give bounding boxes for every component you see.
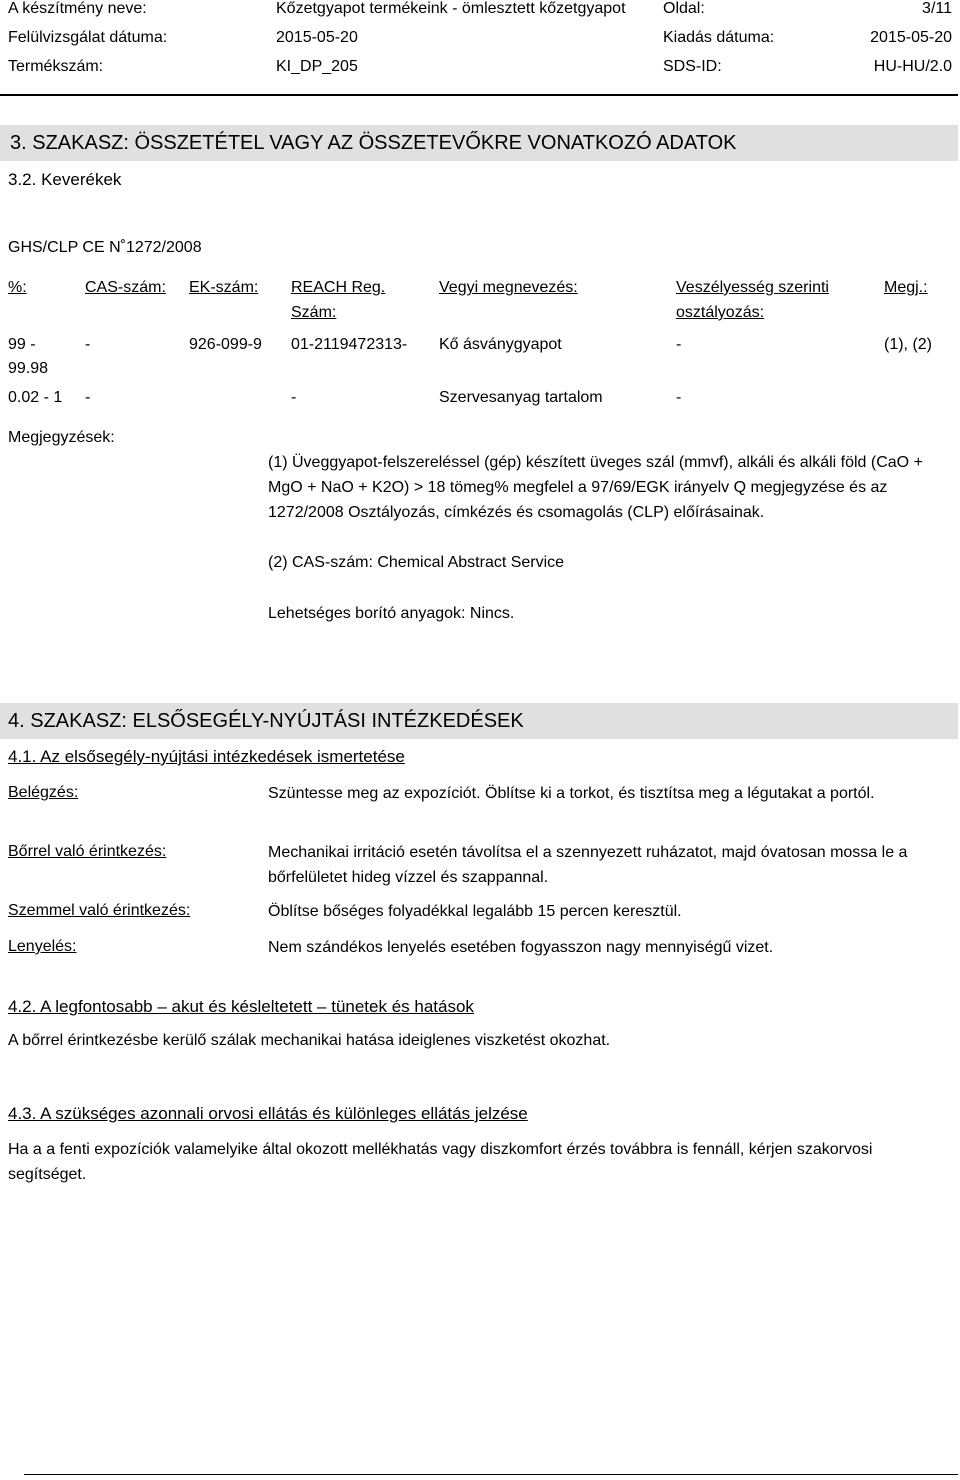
page-value: 3/11 <box>922 0 952 17</box>
col-header-reach-line1: REACH Reg. <box>291 279 386 296</box>
product-number-value: KI_DP_205 <box>276 58 358 75</box>
sds-id-label: SDS-ID: <box>663 58 722 75</box>
header-divider <box>0 94 958 96</box>
cell-percent: 99 - <box>8 336 36 353</box>
cell-percent-line2: 99.98 <box>8 360 49 377</box>
col-header-cas: CAS-szám: <box>85 279 166 296</box>
revision-date-label: Felülvizsgálat dátuma: <box>8 29 168 46</box>
eye-contact-text: Öblítse bőséges folyadékkal legalább 15 percen keresztül. <box>268 903 682 920</box>
remark-2: (2) CAS-szám: Chemical Abstract Service <box>268 554 565 571</box>
issue-date-label: Kiadás dátuma: <box>663 29 775 46</box>
inhalation-text: Szüntesse meg az expozíciót. Öblítse ki a torkot, és tisztítsa meg a légutakat a portól. <box>268 785 875 802</box>
revision-date-value: 2015-05-20 <box>276 29 358 46</box>
cell-classification: - <box>676 336 682 353</box>
cell-reach: 01-2119472313- <box>291 336 408 353</box>
regulation-label: GHS/CLP CE N˚1272/2008 <box>8 239 202 256</box>
issue-date-value: 2015-05-20 <box>870 29 952 46</box>
subsection-4-3-text: Ha a a fenti expozíciók valamelyike által okozott mellékhatás vagy diszkomfort érzés továbbra is fennáll, kérjen szakorvosi segítséget. <box>8 1141 873 1183</box>
col-header-reach-line2: Szám: <box>291 304 337 321</box>
ingestion-label: Lenyelés: <box>8 938 77 955</box>
footer-divider <box>24 1474 958 1475</box>
subsection-4-2-text: A bőrrel érintkezésbe kerülő szálak mechanikai hatása ideiglenes viszketést okozhat. <box>8 1032 611 1049</box>
col-header-classification-line2: osztályozás: <box>676 304 765 321</box>
remark-1: (1) Üveggyapot-felszereléssel (gép) készített üveges szál (mmvf), alkáli és alkáli föld (CaO + MgO + NaO + K2O) > 18 tömeg% megfelel a 97/69/EGK irányelv Q megjegyzése és az 1272/2008 Osztályozás, címkézés és csomagolás (CLP) előírásainak. <box>268 454 923 521</box>
section-4-bar <box>0 703 958 739</box>
subsection-4-2-title: 4.2. A legfontosabb – akut és késleltetett – tünetek és hatások <box>8 997 474 1016</box>
product-name-value: Kőzetgyapot termékeink - ömlesztett kőzetgyapot <box>276 0 626 17</box>
cell-classification: - <box>676 389 682 406</box>
subsection-4-1-title: 4.1. Az elsősegély-nyújtási intézkedések ismertetése <box>8 747 405 766</box>
section-3-bar <box>0 125 958 161</box>
sds-id-value: HU-HU/2.0 <box>873 58 952 75</box>
remarks-label: Megjegyzések: <box>8 429 115 446</box>
col-header-classification-line1: Veszélyesség szerinti <box>676 279 829 296</box>
col-header-percent: %: <box>8 279 27 296</box>
cell-notes: (1), (2) <box>884 336 932 353</box>
cell-reach: - <box>291 389 297 406</box>
subsection-3-2-title: 3.2. Keverékek <box>8 170 122 189</box>
section-4-title: 4. SZAKASZ: ELSŐSEGÉLY-NYÚJTÁSI INTÉZKEDÉSEK <box>8 710 524 732</box>
cell-ek: 926-099-9 <box>189 336 262 353</box>
cell-cas: - <box>85 336 91 353</box>
cell-chemical-name: Szervesanyag tartalom <box>439 389 603 406</box>
section-3-title: 3. SZAKASZ: ÖSSZETÉTEL VAGY AZ ÖSSZETEVŐKRE VONATKOZÓ ADATOK <box>10 132 737 154</box>
eye-contact-label: Szemmel való érintkezés: <box>8 902 191 919</box>
col-header-notes: Megj.: <box>884 279 928 296</box>
cell-chemical-name: Kő ásványgyapot <box>439 336 562 353</box>
ingestion-text: Nem szándékos lenyelés esetében fogyasszon nagy mennyiségű vizet. <box>268 939 774 956</box>
skin-contact-label: Bőrrel való érintkezés: <box>8 843 167 860</box>
cell-percent: 0.02 - 1 <box>8 389 63 406</box>
col-header-ek: EK-szám: <box>189 279 259 296</box>
inhalation-label: Belégzés: <box>8 784 79 801</box>
product-name-label: A készítmény neve: <box>8 0 147 17</box>
page-label: Oldal: <box>663 0 705 17</box>
cell-cas: - <box>85 389 91 406</box>
coating-materials: Lehetséges borító anyagok: Nincs. <box>268 605 515 622</box>
product-number-label: Termékszám: <box>8 58 104 75</box>
subsection-4-3-title: 4.3. A szükséges azonnali orvosi ellátás és különleges ellátás jelzése <box>8 1104 528 1123</box>
skin-contact-text: Mechanikai irritáció esetén távolítsa el a szennyezett ruházatot, majd óvatosan mossa le a bőrfelületet hideg vízzel és szappannal. <box>268 844 908 886</box>
col-header-chemical-name: Vegyi megnevezés: <box>439 279 578 296</box>
